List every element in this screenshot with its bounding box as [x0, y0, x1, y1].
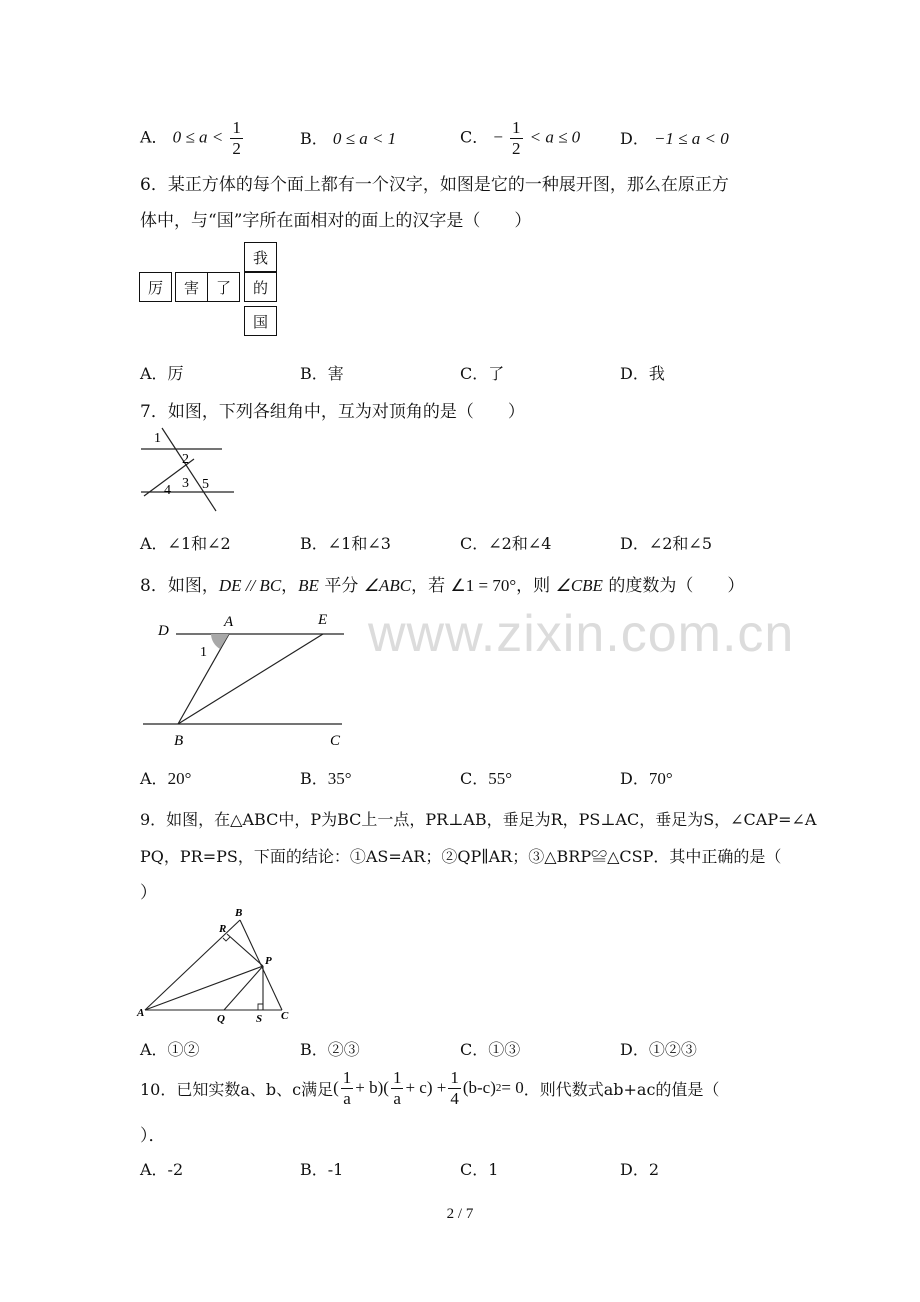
point-label: B [174, 733, 184, 749]
q6-option-d: D．我 [620, 364, 665, 383]
fraction-denominator: 2 [512, 138, 521, 158]
angle-label: 1 [154, 431, 161, 446]
fraction-numerator: 1 [450, 1068, 459, 1087]
q8-stem [140, 571, 744, 596]
point-label: B [235, 907, 243, 919]
page-number: 2 / 7 [446, 1206, 474, 1222]
math-expr: + b)( [355, 1078, 389, 1098]
q8-option-c [460, 766, 512, 789]
option-label: A． [140, 127, 168, 147]
math-expr: ∠ABC [363, 576, 412, 595]
option-label: B． [300, 769, 328, 788]
q10-option-d: D．2 [620, 1160, 660, 1179]
q10-stem-line1 [140, 1068, 719, 1108]
q7-option-b: B．∠1和∠3 [300, 534, 391, 553]
math-expr: BE [298, 576, 319, 595]
q9-option-a: A．①② [140, 1040, 200, 1059]
q5-option-c [460, 118, 580, 158]
fraction-numerator: 1 [512, 118, 521, 137]
fraction-denominator: 4 [450, 1088, 459, 1108]
q9-option-d: D．①②③ [620, 1040, 697, 1059]
q6-option-c: C．了 [460, 364, 505, 383]
fraction-denominator: a [343, 1088, 351, 1108]
net-cell: 厉 [139, 272, 172, 302]
point-label: A [224, 614, 234, 630]
stem-text: 8．如图， [140, 576, 219, 596]
angle-label: 4 [164, 483, 171, 498]
q5-option-d [620, 126, 729, 149]
math-expr: − [493, 127, 503, 147]
stem-text: ， [281, 576, 299, 596]
option-label: C． [460, 769, 489, 788]
angle-label: 2 [182, 452, 189, 467]
math-expr: = 0 [501, 1078, 524, 1098]
q7-option-d: D．∠2和∠5 [620, 534, 713, 553]
fraction-numerator: 1 [392, 1068, 402, 1087]
stem-text: ．则代数式ab+ac的值是（ [523, 1079, 720, 1099]
q8-figure [138, 608, 358, 753]
option-value: 55° [488, 769, 513, 788]
q7-option-a: A．∠1和∠2 [140, 534, 231, 553]
q9-option-c: C．①③ [460, 1040, 521, 1059]
point-label: Q [217, 1013, 225, 1025]
q8-option-d [620, 766, 673, 789]
fraction [230, 118, 243, 158]
math-expr: −1 ≤ a < 0 [653, 129, 729, 148]
q7-figure [136, 425, 236, 515]
point-label: R [219, 923, 227, 935]
math-expr: < a ≤ 0 [529, 127, 581, 147]
math-expr: 0 ≤ a < [172, 127, 224, 147]
math-expr: ∠1 = 70° [450, 576, 517, 595]
fraction-denominator: 2 [232, 138, 241, 158]
angle-marker [211, 634, 229, 649]
angle-label: 3 [182, 476, 189, 491]
angle-label: 5 [202, 477, 209, 492]
q5-option-b [300, 126, 396, 149]
stem-text: 10．已知实数a、b、c满足 [140, 1079, 334, 1099]
point-label: C [281, 1010, 289, 1022]
q6-stem-line2: 体中，与“国”字所在面相对的面上的汉字是（ ） [140, 211, 532, 231]
point-label: P [265, 955, 272, 967]
net-cell: 害 [175, 272, 208, 302]
point-label: E [318, 612, 328, 628]
net-cell: 国 [244, 306, 277, 336]
fraction-denominator: a [393, 1088, 401, 1108]
q10-stem-line2: ）． [140, 1126, 166, 1146]
q9-stem-line1: 9．如图，在△ABC中，P为BC上一点，PR⊥AB，垂足为R，PS⊥AC，垂足为S，∠CAP=∠A [140, 810, 817, 829]
q6-option-a: A．厉 [140, 364, 184, 383]
fraction [341, 1068, 354, 1108]
point-label: C [330, 733, 341, 749]
stem-text: 的度数为（ ） [602, 576, 745, 596]
option-label: D． [620, 769, 649, 788]
q9-stem-line3: ） [140, 883, 157, 903]
q10-option-a: A．-2 [140, 1160, 184, 1179]
watermark-text: www.zixin.com.cn [368, 605, 795, 663]
q5-option-a [140, 118, 245, 158]
point-label: S [256, 1013, 263, 1025]
q6-stem-line1: 6．某正方体的每个面上都有一个汉字，如图是它的一种展开图，那么在原正方 [140, 175, 729, 195]
point-label: D [158, 623, 169, 639]
fraction [391, 1068, 404, 1108]
angle-label: 1 [200, 645, 207, 660]
point-label: A [137, 1007, 145, 1019]
option-label: A． [140, 769, 168, 788]
q10-option-c: C．1 [460, 1160, 499, 1179]
q9-figure [136, 904, 296, 1026]
q9-stem-line2: PQ，PR=PS，下面的结论：①AS=AR；②QP∥AR；③△BRP≌△CSP．其中正确的是（ [140, 847, 782, 866]
q8-option-a [140, 766, 191, 789]
net-cell: 了 [207, 272, 240, 302]
math-expr: (b-c) [462, 1078, 496, 1098]
q6-option-b: B．害 [300, 364, 344, 383]
option-label: B． [300, 129, 328, 148]
fraction [510, 118, 523, 158]
option-label: C． [460, 127, 489, 147]
q9-option-b: B．②③ [300, 1040, 360, 1059]
fraction [448, 1068, 461, 1108]
math-exponent: 2 [495, 1082, 502, 1095]
stem-text: 平分 [318, 576, 364, 596]
q7-stem: 7．如图，下列各组角中，互为对顶角的是（ ） [140, 402, 525, 422]
net-cell: 的 [244, 272, 277, 302]
option-label: D． [620, 129, 649, 148]
fraction-numerator: 1 [342, 1068, 352, 1087]
option-value: 20° [167, 769, 192, 788]
net-cell: 我 [244, 242, 277, 272]
fraction-numerator: 1 [232, 118, 241, 137]
math-expr: 0 ≤ a < 1 [332, 129, 397, 148]
option-value: 70° [648, 769, 673, 788]
math-expr: ( [333, 1078, 339, 1098]
q8-option-b [300, 766, 352, 789]
option-value: 35° [327, 769, 352, 788]
stem-text: ，若 [411, 576, 451, 596]
math-expr: + c) + [405, 1078, 447, 1098]
q10-option-b: B．-1 [300, 1160, 344, 1179]
math-expr: ∠CBE [555, 576, 603, 595]
q7-option-c: C．∠2和∠4 [460, 534, 552, 553]
math-expr: DE // BC [218, 576, 282, 595]
stem-text: ，则 [516, 576, 556, 596]
